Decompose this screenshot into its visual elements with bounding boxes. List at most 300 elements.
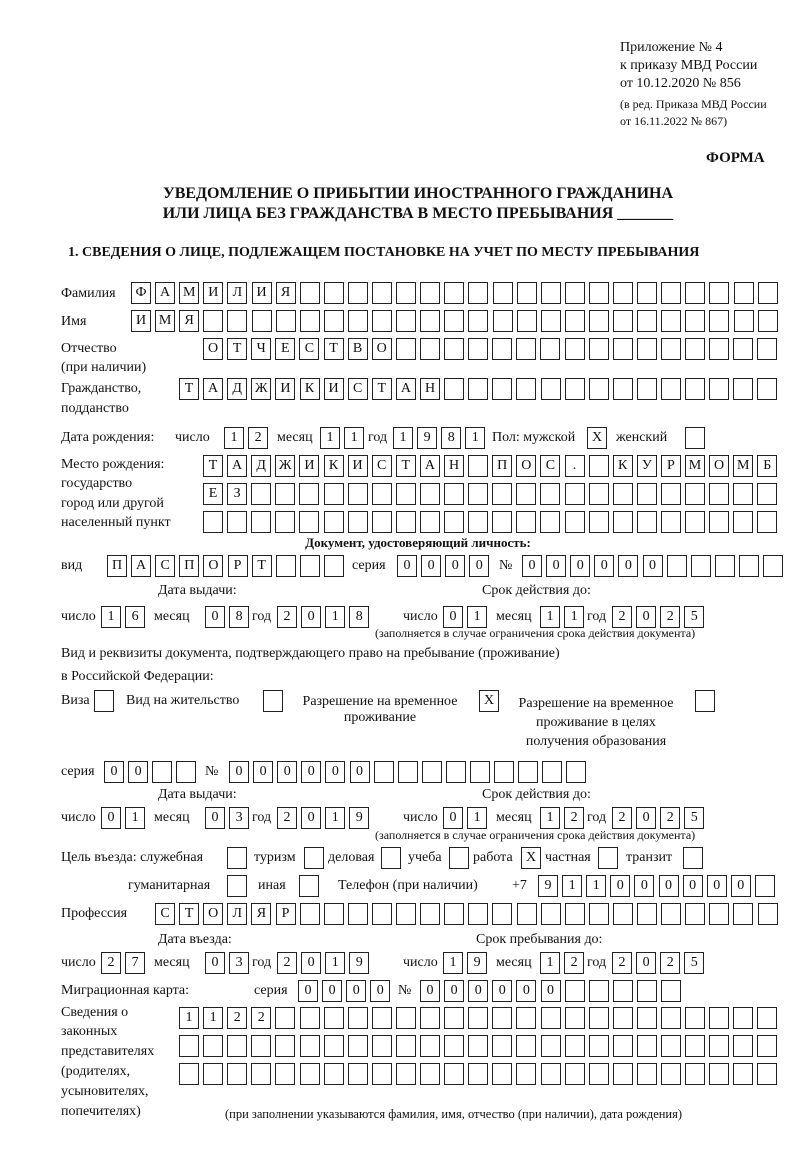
char-cell[interactable] [276, 555, 296, 577]
char-cell[interactable] [685, 378, 705, 400]
char-cell[interactable] [251, 1063, 271, 1085]
char-cell[interactable] [733, 511, 753, 533]
char-cell[interactable] [396, 282, 416, 304]
char-cell[interactable] [613, 511, 633, 533]
char-cell[interactable] [300, 903, 320, 925]
char-cell[interactable]: 0 [301, 807, 321, 829]
char-cell[interactable] [492, 1063, 512, 1085]
char-cell[interactable] [492, 903, 512, 925]
char-cell[interactable] [468, 483, 488, 505]
char-cell[interactable]: . [565, 455, 585, 477]
char-cell[interactable] [541, 903, 561, 925]
char-cell[interactable]: 1 [224, 427, 244, 449]
char-cell[interactable] [757, 483, 777, 505]
char-cell[interactable]: 2 [660, 952, 680, 974]
char-cell[interactable] [565, 1007, 585, 1029]
char-cell[interactable] [637, 511, 657, 533]
char-cell[interactable] [757, 378, 777, 400]
char-cell[interactable]: Т [179, 903, 199, 925]
char-cell[interactable] [493, 310, 513, 332]
char-cell[interactable] [565, 980, 585, 1002]
char-cell[interactable] [203, 511, 223, 533]
char-cell[interactable] [398, 761, 418, 783]
char-cell[interactable] [709, 1063, 729, 1085]
checkbox-cell[interactable] [94, 690, 114, 712]
char-cell[interactable]: 0 [301, 606, 321, 628]
char-cell[interactable]: О [203, 555, 223, 577]
char-cell[interactable]: 0 [298, 980, 318, 1002]
char-cell[interactable] [661, 282, 681, 304]
char-cell[interactable]: 1 [325, 606, 345, 628]
char-cell[interactable] [493, 282, 513, 304]
char-cell[interactable]: 6 [125, 606, 145, 628]
char-cell[interactable] [637, 483, 657, 505]
char-cell[interactable]: 2 [564, 807, 584, 829]
char-cell[interactable] [589, 338, 609, 360]
char-cell[interactable] [468, 338, 488, 360]
char-cell[interactable]: 0 [469, 555, 489, 577]
char-cell[interactable] [709, 511, 729, 533]
char-cell[interactable] [757, 511, 777, 533]
char-cell[interactable] [541, 1035, 561, 1057]
char-cell[interactable]: 0 [443, 807, 463, 829]
char-cell[interactable]: С [155, 903, 175, 925]
char-cell[interactable] [468, 1063, 488, 1085]
char-cell[interactable] [227, 511, 247, 533]
char-cell[interactable] [757, 1063, 777, 1085]
char-cell[interactable]: С [299, 338, 319, 360]
char-cell[interactable] [589, 455, 609, 477]
char-cell[interactable] [516, 483, 536, 505]
char-cell[interactable]: А [227, 455, 247, 477]
char-cell[interactable] [372, 1063, 392, 1085]
char-cell[interactable] [758, 282, 778, 304]
char-cell[interactable] [300, 1007, 320, 1029]
char-cell[interactable] [324, 1007, 344, 1029]
char-cell[interactable]: 2 [227, 1007, 247, 1029]
char-cell[interactable]: 5 [684, 606, 704, 628]
char-cell[interactable]: М [155, 310, 175, 332]
char-cell[interactable] [661, 903, 681, 925]
char-cell[interactable]: 2 [564, 952, 584, 974]
char-cell[interactable]: 2 [277, 952, 297, 974]
char-cell[interactable] [733, 903, 753, 925]
char-cell[interactable] [709, 338, 729, 360]
char-cell[interactable]: С [372, 455, 392, 477]
char-cell[interactable] [566, 761, 586, 783]
checkbox-cell[interactable]: X [521, 847, 541, 869]
char-cell[interactable]: 0 [659, 875, 679, 897]
char-cell[interactable] [492, 1007, 512, 1029]
checkbox-cell[interactable]: X [479, 690, 499, 712]
char-cell[interactable]: 1 [203, 1007, 223, 1029]
char-cell[interactable]: Я [179, 310, 199, 332]
char-cell[interactable]: 2 [277, 807, 297, 829]
char-cell[interactable] [299, 511, 319, 533]
char-cell[interactable] [252, 310, 272, 332]
char-cell[interactable] [613, 378, 633, 400]
char-cell[interactable]: О [203, 903, 223, 925]
char-cell[interactable]: Т [179, 378, 199, 400]
char-cell[interactable]: 9 [467, 952, 487, 974]
char-cell[interactable] [179, 1035, 199, 1057]
char-cell[interactable]: С [540, 455, 560, 477]
char-cell[interactable] [420, 1007, 440, 1029]
char-cell[interactable] [733, 483, 753, 505]
char-cell[interactable] [589, 511, 609, 533]
char-cell[interactable]: О [516, 455, 536, 477]
char-cell[interactable] [396, 310, 416, 332]
char-cell[interactable] [396, 1007, 416, 1029]
char-cell[interactable]: 0 [350, 761, 370, 783]
char-cell[interactable] [709, 378, 729, 400]
char-cell[interactable] [755, 875, 775, 897]
char-cell[interactable]: 0 [277, 761, 297, 783]
char-cell[interactable] [396, 1035, 416, 1057]
char-cell[interactable]: 0 [443, 606, 463, 628]
char-cell[interactable] [516, 1007, 536, 1029]
char-cell[interactable] [372, 1007, 392, 1029]
char-cell[interactable] [300, 282, 320, 304]
char-cell[interactable] [709, 282, 729, 304]
char-cell[interactable]: 1 [101, 606, 121, 628]
char-cell[interactable] [685, 310, 705, 332]
char-cell[interactable] [324, 1063, 344, 1085]
char-cell[interactable]: Н [420, 378, 440, 400]
char-cell[interactable] [372, 511, 392, 533]
char-cell[interactable]: 1 [179, 1007, 199, 1029]
char-cell[interactable] [396, 1063, 416, 1085]
char-cell[interactable] [637, 378, 657, 400]
char-cell[interactable]: 2 [612, 807, 632, 829]
char-cell[interactable] [275, 1063, 295, 1085]
char-cell[interactable]: И [203, 282, 223, 304]
char-cell[interactable]: И [324, 378, 344, 400]
char-cell[interactable]: М [179, 282, 199, 304]
char-cell[interactable] [661, 338, 681, 360]
char-cell[interactable] [541, 282, 561, 304]
char-cell[interactable]: Т [324, 338, 344, 360]
char-cell[interactable]: 5 [684, 952, 704, 974]
char-cell[interactable] [203, 310, 223, 332]
checkbox-cell[interactable] [227, 875, 247, 897]
char-cell[interactable] [348, 282, 368, 304]
char-cell[interactable] [709, 903, 729, 925]
char-cell[interactable] [661, 483, 681, 505]
char-cell[interactable]: П [107, 555, 127, 577]
char-cell[interactable] [275, 1035, 295, 1057]
checkbox-cell[interactable] [263, 690, 283, 712]
char-cell[interactable] [348, 903, 368, 925]
char-cell[interactable] [661, 378, 681, 400]
char-cell[interactable]: 1 [586, 875, 606, 897]
char-cell[interactable]: 0 [205, 807, 225, 829]
char-cell[interactable] [517, 310, 537, 332]
char-cell[interactable]: У [637, 455, 657, 477]
char-cell[interactable]: П [492, 455, 512, 477]
checkbox-cell[interactable] [299, 875, 319, 897]
char-cell[interactable] [613, 483, 633, 505]
char-cell[interactable] [757, 338, 777, 360]
char-cell[interactable] [685, 282, 705, 304]
char-cell[interactable] [444, 1035, 464, 1057]
char-cell[interactable]: В [348, 338, 368, 360]
char-cell[interactable] [300, 310, 320, 332]
char-cell[interactable]: 0 [618, 555, 638, 577]
char-cell[interactable]: 2 [101, 952, 121, 974]
char-cell[interactable] [275, 483, 295, 505]
char-cell[interactable] [468, 378, 488, 400]
char-cell[interactable] [565, 310, 585, 332]
char-cell[interactable] [541, 1063, 561, 1085]
char-cell[interactable]: 0 [322, 980, 342, 1002]
char-cell[interactable]: 0 [205, 606, 225, 628]
char-cell[interactable] [613, 338, 633, 360]
char-cell[interactable]: 5 [684, 807, 704, 829]
char-cell[interactable]: 0 [444, 980, 464, 1002]
char-cell[interactable] [444, 378, 464, 400]
char-cell[interactable] [613, 980, 633, 1002]
char-cell[interactable]: Р [276, 903, 296, 925]
char-cell[interactable] [517, 903, 537, 925]
char-cell[interactable] [685, 1035, 705, 1057]
char-cell[interactable]: Я [251, 903, 271, 925]
char-cell[interactable] [685, 903, 705, 925]
char-cell[interactable] [739, 555, 759, 577]
char-cell[interactable]: 0 [707, 875, 727, 897]
checkbox-cell[interactable] [683, 847, 703, 869]
char-cell[interactable] [324, 282, 344, 304]
char-cell[interactable] [444, 310, 464, 332]
char-cell[interactable]: Я [276, 282, 296, 304]
char-cell[interactable] [372, 1035, 392, 1057]
char-cell[interactable] [348, 1035, 368, 1057]
char-cell[interactable]: 2 [612, 952, 632, 974]
char-cell[interactable] [420, 282, 440, 304]
char-cell[interactable] [516, 1035, 536, 1057]
char-cell[interactable] [492, 511, 512, 533]
char-cell[interactable]: 0 [643, 555, 663, 577]
char-cell[interactable] [565, 483, 585, 505]
char-cell[interactable]: 1 [443, 952, 463, 974]
char-cell[interactable] [348, 310, 368, 332]
char-cell[interactable] [176, 761, 196, 783]
char-cell[interactable]: Ч [251, 338, 271, 360]
char-cell[interactable]: 1 [467, 606, 487, 628]
char-cell[interactable]: 0 [128, 761, 148, 783]
char-cell[interactable] [685, 338, 705, 360]
char-cell[interactable] [420, 338, 440, 360]
char-cell[interactable] [589, 282, 609, 304]
char-cell[interactable]: О [203, 338, 223, 360]
char-cell[interactable]: 9 [349, 807, 369, 829]
char-cell[interactable] [613, 1007, 633, 1029]
char-cell[interactable]: 0 [683, 875, 703, 897]
char-cell[interactable]: 1 [320, 427, 340, 449]
char-cell[interactable]: Е [275, 338, 295, 360]
char-cell[interactable] [589, 310, 609, 332]
char-cell[interactable]: 0 [101, 807, 121, 829]
char-cell[interactable] [685, 483, 705, 505]
checkbox-cell[interactable] [227, 847, 247, 869]
char-cell[interactable] [763, 555, 783, 577]
char-cell[interactable]: И [131, 310, 151, 332]
char-cell[interactable]: И [252, 282, 272, 304]
char-cell[interactable] [203, 1035, 223, 1057]
char-cell[interactable]: 8 [441, 427, 461, 449]
char-cell[interactable] [516, 511, 536, 533]
char-cell[interactable]: Л [227, 282, 247, 304]
char-cell[interactable] [540, 338, 560, 360]
char-cell[interactable] [637, 1007, 657, 1029]
char-cell[interactable]: Т [396, 455, 416, 477]
char-cell[interactable] [300, 1035, 320, 1057]
char-cell[interactable] [565, 282, 585, 304]
char-cell[interactable] [444, 483, 464, 505]
char-cell[interactable] [637, 338, 657, 360]
char-cell[interactable]: Р [228, 555, 248, 577]
char-cell[interactable]: 3 [229, 952, 249, 974]
char-cell[interactable] [444, 282, 464, 304]
char-cell[interactable] [516, 1063, 536, 1085]
char-cell[interactable]: 0 [731, 875, 751, 897]
char-cell[interactable] [324, 483, 344, 505]
char-cell[interactable] [468, 310, 488, 332]
char-cell[interactable] [758, 310, 778, 332]
char-cell[interactable]: 1 [325, 807, 345, 829]
char-cell[interactable] [348, 483, 368, 505]
char-cell[interactable] [324, 555, 344, 577]
char-cell[interactable] [661, 1007, 681, 1029]
char-cell[interactable] [251, 483, 271, 505]
char-cell[interactable]: Л [227, 903, 247, 925]
char-cell[interactable] [613, 310, 633, 332]
char-cell[interactable]: Т [372, 378, 392, 400]
char-cell[interactable]: А [203, 378, 223, 400]
char-cell[interactable]: Ж [275, 455, 295, 477]
char-cell[interactable] [420, 1035, 440, 1057]
char-cell[interactable] [637, 1063, 657, 1085]
checkbox-cell[interactable] [685, 427, 705, 449]
char-cell[interactable] [733, 338, 753, 360]
char-cell[interactable] [613, 1035, 633, 1057]
char-cell[interactable] [541, 1007, 561, 1029]
char-cell[interactable]: 1 [540, 606, 560, 628]
char-cell[interactable] [540, 511, 560, 533]
char-cell[interactable]: 1 [564, 606, 584, 628]
char-cell[interactable] [709, 483, 729, 505]
char-cell[interactable] [492, 1035, 512, 1057]
char-cell[interactable] [565, 903, 585, 925]
char-cell[interactable]: 0 [546, 555, 566, 577]
char-cell[interactable] [709, 1035, 729, 1057]
char-cell[interactable]: Т [252, 555, 272, 577]
char-cell[interactable] [492, 338, 512, 360]
char-cell[interactable] [685, 1063, 705, 1085]
char-cell[interactable]: К [613, 455, 633, 477]
char-cell[interactable] [179, 1063, 199, 1085]
char-cell[interactable]: С [348, 378, 368, 400]
checkbox-cell[interactable] [381, 847, 401, 869]
char-cell[interactable]: 1 [540, 952, 560, 974]
char-cell[interactable] [589, 1035, 609, 1057]
char-cell[interactable] [661, 980, 681, 1002]
char-cell[interactable] [422, 761, 442, 783]
char-cell[interactable]: Ф [131, 282, 151, 304]
char-cell[interactable]: 9 [417, 427, 437, 449]
char-cell[interactable]: 0 [397, 555, 417, 577]
char-cell[interactable]: К [324, 455, 344, 477]
char-cell[interactable] [494, 761, 514, 783]
char-cell[interactable] [251, 511, 271, 533]
char-cell[interactable] [420, 1063, 440, 1085]
char-cell[interactable] [637, 980, 657, 1002]
char-cell[interactable]: 1 [540, 807, 560, 829]
checkbox-cell[interactable] [695, 690, 715, 712]
char-cell[interactable] [709, 310, 729, 332]
char-cell[interactable] [733, 1063, 753, 1085]
char-cell[interactable]: П [179, 555, 199, 577]
char-cell[interactable] [709, 1007, 729, 1029]
char-cell[interactable]: 0 [253, 761, 273, 783]
char-cell[interactable]: Т [227, 338, 247, 360]
char-cell[interactable]: 9 [538, 875, 558, 897]
char-cell[interactable] [420, 903, 440, 925]
char-cell[interactable]: 0 [492, 980, 512, 1002]
char-cell[interactable] [565, 378, 585, 400]
char-cell[interactable] [733, 378, 753, 400]
char-cell[interactable] [540, 483, 560, 505]
char-cell[interactable]: Т [203, 455, 223, 477]
char-cell[interactable]: Д [227, 378, 247, 400]
char-cell[interactable] [516, 338, 536, 360]
char-cell[interactable] [565, 1035, 585, 1057]
char-cell[interactable] [589, 903, 609, 925]
char-cell[interactable] [468, 1007, 488, 1029]
char-cell[interactable]: 0 [229, 761, 249, 783]
char-cell[interactable] [299, 483, 319, 505]
char-cell[interactable] [734, 310, 754, 332]
char-cell[interactable]: 0 [301, 761, 321, 783]
char-cell[interactable]: Ж [251, 378, 271, 400]
char-cell[interactable]: М [733, 455, 753, 477]
char-cell[interactable]: 0 [541, 980, 561, 1002]
char-cell[interactable] [396, 483, 416, 505]
char-cell[interactable] [396, 903, 416, 925]
char-cell[interactable] [637, 903, 657, 925]
char-cell[interactable]: 0 [570, 555, 590, 577]
char-cell[interactable] [372, 310, 392, 332]
char-cell[interactable]: 0 [522, 555, 542, 577]
char-cell[interactable]: 2 [248, 427, 268, 449]
char-cell[interactable] [516, 378, 536, 400]
char-cell[interactable] [518, 761, 538, 783]
char-cell[interactable] [541, 310, 561, 332]
char-cell[interactable] [565, 511, 585, 533]
char-cell[interactable] [348, 1063, 368, 1085]
char-cell[interactable] [420, 483, 440, 505]
char-cell[interactable]: Р [661, 455, 681, 477]
char-cell[interactable]: Д [251, 455, 271, 477]
char-cell[interactable] [396, 338, 416, 360]
char-cell[interactable]: 0 [636, 952, 656, 974]
char-cell[interactable] [637, 282, 657, 304]
char-cell[interactable]: 2 [612, 606, 632, 628]
char-cell[interactable] [324, 1035, 344, 1057]
char-cell[interactable] [468, 1035, 488, 1057]
char-cell[interactable] [348, 511, 368, 533]
char-cell[interactable] [661, 1035, 681, 1057]
